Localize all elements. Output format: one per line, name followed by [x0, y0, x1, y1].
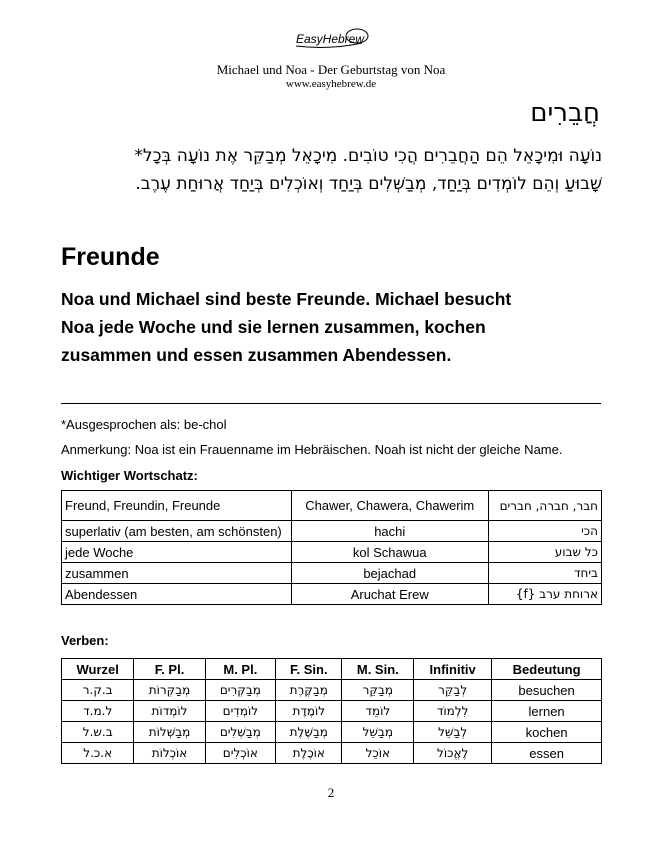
column-header: Wurzel	[62, 659, 134, 680]
vocab-hebrew: ארוחת ערב {f}	[488, 584, 601, 605]
verb-infinitive: לְבַקֵּר	[414, 680, 492, 701]
hebrew-text-line-1: נוֹעָה וּמִיכָאֵל הֵם הַחֲבֵרִים הֲכִי טוֹבִים. מִיכָאֵל מְבַקֵּר אֶת נוֹעָה בְּכָל*	[134, 146, 602, 166]
verb-infinitive: לְבַשֵּׁל	[414, 722, 492, 743]
vocab-transliteration: bejachad	[291, 563, 488, 584]
vocab-transliteration: kol Schawua	[291, 542, 488, 563]
vocab-transliteration: Aruchat Erew	[291, 584, 488, 605]
hebrew-title: חֲבֵרִים	[530, 98, 600, 128]
table-row	[62, 701, 602, 722]
vocab-transliteration: Chawer, Chawera, Chawerim	[291, 491, 488, 521]
verb-f-sin: אוֹכֶלֶת	[276, 743, 342, 764]
verb-f-pl: מְבַקְּרוֹת	[134, 680, 205, 701]
hebrew-text-line-2: שָׁבוּעַ וְהֵם לוֹמְדִים בְּיַחַד, מְבַשְּׁלִים בְּיַחַד וְאוֹכְלִים בְּיַחַד אֲרוּחַת עֶרֶב.	[135, 174, 602, 194]
easyhebrew-logo	[0, 26, 662, 52]
verb-meaning: besuchen	[492, 680, 602, 701]
vocab-german: Freund, Freundin, Freunde	[62, 491, 292, 521]
column-header: F. Pl.	[134, 659, 205, 680]
table-row	[62, 584, 602, 605]
remark-note: Anmerkung: Noa ist ein Frauenname im Hebräischen. Noah ist nicht der gleiche Name.	[61, 442, 563, 457]
verb-meaning: essen	[492, 743, 602, 764]
column-header: M. Pl.	[205, 659, 275, 680]
verb-f-sin: לוֹמֶדֶת	[276, 701, 342, 722]
column-header: Bedeutung	[492, 659, 602, 680]
verb-meaning: kochen	[492, 722, 602, 743]
table-row	[62, 680, 602, 701]
table-row	[62, 491, 602, 521]
pronunciation-note: *Ausgesprochen als: be-chol	[61, 417, 227, 432]
verb-f-pl: לוֹמְדוֹת	[134, 701, 205, 722]
verb-m-sin: מְבַקֵּר	[342, 680, 414, 701]
vocab-german: zusammen	[62, 563, 292, 584]
column-header: F. Sin.	[276, 659, 342, 680]
verb-root: א.כ.ל	[62, 743, 134, 764]
verb-m-pl: לוֹמְדִים	[205, 701, 275, 722]
table-row	[62, 542, 602, 563]
document-header-title: Michael und Noa - Der Geburtstag von Noa	[216, 62, 446, 77]
verb-f-sin: מְבַקֶּרֶת	[276, 680, 342, 701]
vocab-german: jede Woche	[62, 542, 292, 563]
column-header: Infinitiv	[414, 659, 492, 680]
vocab-transliteration: hachi	[291, 521, 488, 542]
vocab-hebrew: כל שבוע	[488, 542, 601, 563]
verb-infinitive: לֶאֱכוֹל	[414, 743, 492, 764]
verb-m-sin: אוֹכֵל	[342, 743, 414, 764]
verb-m-pl: מְבַשְּׁלִים	[205, 722, 275, 743]
german-text-line-3: zusammen und essen zusammen Abendessen.	[61, 345, 452, 365]
verb-root: ב.ש.ל	[62, 722, 134, 743]
section-divider	[61, 403, 601, 404]
table-row	[62, 722, 602, 743]
verb-m-sin: מְבַשֵּׁל	[342, 722, 414, 743]
vocab-hebrew: חבר, חברה, חברים	[488, 491, 601, 521]
verb-m-sin: לוֹמֵד	[342, 701, 414, 722]
german-title: Freunde	[61, 243, 160, 271]
page-number: 2	[327, 785, 335, 800]
verbs-heading: Verben:	[61, 633, 109, 648]
vocab-hebrew: הכי	[488, 521, 601, 542]
verb-f-sin: מְבַשֶּׁלֶת	[276, 722, 342, 743]
table-header-row	[62, 659, 602, 680]
vocab-german: superlativ (am besten, am schönsten)	[62, 521, 292, 542]
table-row	[62, 743, 602, 764]
document-header-url: www.easyhebrew.de	[285, 78, 377, 90]
verb-root: ל.מ.ד	[62, 701, 134, 722]
vocab-german: Abendessen	[62, 584, 292, 605]
table-row	[62, 563, 602, 584]
verb-infinitive: לִלְמוֹד	[414, 701, 492, 722]
verb-f-pl: אוֹכְלוֹת	[134, 743, 205, 764]
verb-meaning: lernen	[492, 701, 602, 722]
column-header: M. Sin.	[342, 659, 414, 680]
vocab-hebrew: ביחד	[488, 563, 601, 584]
vocabulary-heading: Wichtiger Wortschatz:	[61, 468, 198, 483]
verb-root: ב.ק.ר	[62, 680, 134, 701]
table-row	[62, 521, 602, 542]
german-text-line-1: Noa und Michael sind beste Freunde. Michael besucht	[61, 289, 512, 309]
vocabulary-table	[61, 490, 602, 605]
german-text-line-2: Noa jede Woche und sie lernen zusammen, kochen	[61, 317, 486, 337]
logo-text: EasyHebrew	[295, 32, 365, 46]
verb-m-pl: אוֹכְלִים	[205, 743, 275, 764]
verb-m-pl: מְבַקְּרִים	[205, 680, 275, 701]
verbs-table	[61, 658, 602, 764]
verb-f-pl: מְבַשְּׁלוֹת	[134, 722, 205, 743]
